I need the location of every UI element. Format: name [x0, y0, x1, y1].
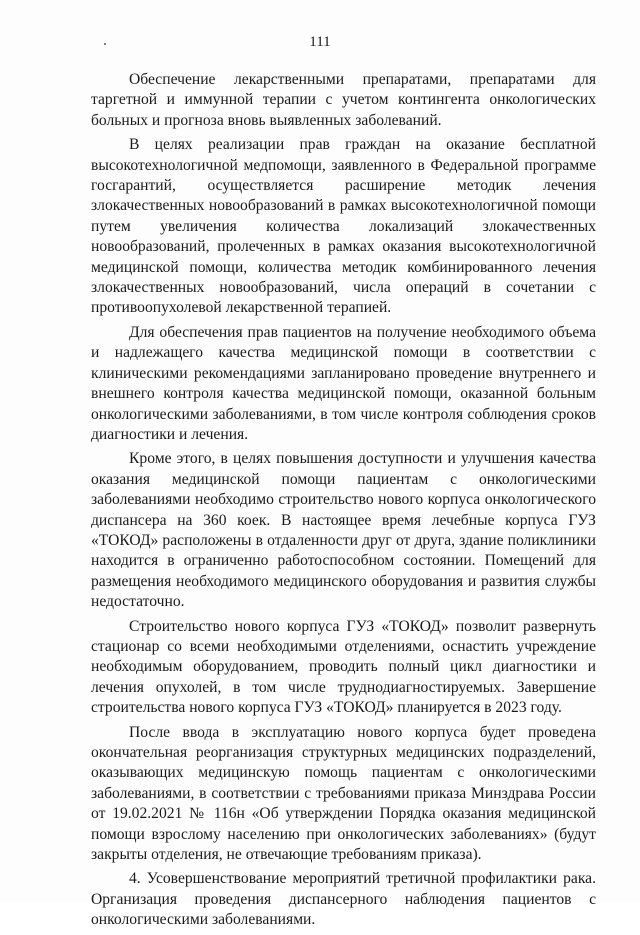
paragraph-new-building-plan: Строительство нового корпуса ГУЗ «ТОКОД» позволит развернуть стационар со всеми необходимыми отделениями, оснастить учреждение необходимым оборудованием, проводить полный цикл диагностики и лечения опухолей, в том числе труднодиагностируемых. Завершение строительства нового корпуса ГУЗ «ТОКОД» планируется в 2023 году. — [91, 617, 596, 717]
paragraph-reorganization: После ввода в эксплуатацию нового корпуса будет проведена окончательная реорганизация структурных медицинских подразделений, оказывающих медицинскую помощь пациентам с онкологическими заболеваниями, в соответствии с требованиями приказа Минздрава России от 19.02.2021 № 116н «Об утверждении Порядка оказания медицинской помощи взрослому населению при онкологических заболеваниях» (будут закрыты отделения, не отвечающие требованиям приказа). — [91, 723, 596, 864]
document-body — [91, 70, 596, 935]
page-number: 111 — [309, 34, 331, 50]
paragraph-tertiary-prevention: 4. Усовершенствование мероприятий третичной профилактики рака. Организация проведения диспансерного наблюдения пациентов с онкологическими заболеваниями. — [91, 870, 596, 929]
scan-speck — [104, 43, 106, 45]
paragraph-new-building-need: Кроме этого, в целях повышения доступности и улучшения качества оказания медицинской помощи пациентам с онкологическими заболеваниями необходимо строительство нового корпуса онкологического диспансера на 360 коек. В настоящее время лечебные корпуса ГУЗ «ТОКОД» расположены в отдаленности друг от друга, здание поликлиники находится в ограниченно работоспособном состоянии. Помещений для размещения необходимого медицинского оборудования и развития службы недостаточно. — [91, 450, 596, 611]
paragraph-quality-control: Для обеспечения прав пациентов на получение необходимого объема и надлежащего качества медицинской помощи в соответствии с клиническими рекомендациями запланировано проведение внутреннего и внешнего контроля качества медицинской помощи, оказанной больным онкологическими заболеваниями, в том числе контроля соблюдения сроков диагностики и лечения. — [91, 323, 596, 443]
paragraph-drug-supply: Обеспечение лекарственными препаратами, препаратами для таргетной и иммунной терапии с учетом контингента онкологических больных и прогноза вновь выявленных заболеваний. — [91, 71, 596, 129]
paragraph-high-tech-care: В целях реализации прав граждан на оказание бесплатной высокотехнологичной медпомощи, заявленного в Федеральной программе госгарантий, осуществляется расширение методик лечения злокачественных новообразований в рамках высокотехнологичной помощи путем увеличения количества локализаций злокачественных новообразований, пролеченных в рамках оказания высокотехнологичной медицинской помощи, количества методик комбинированного лечения злокачественных новообразований, числа операций в сочетании с противоопухолевой лекарственной терапией. — [91, 136, 596, 317]
